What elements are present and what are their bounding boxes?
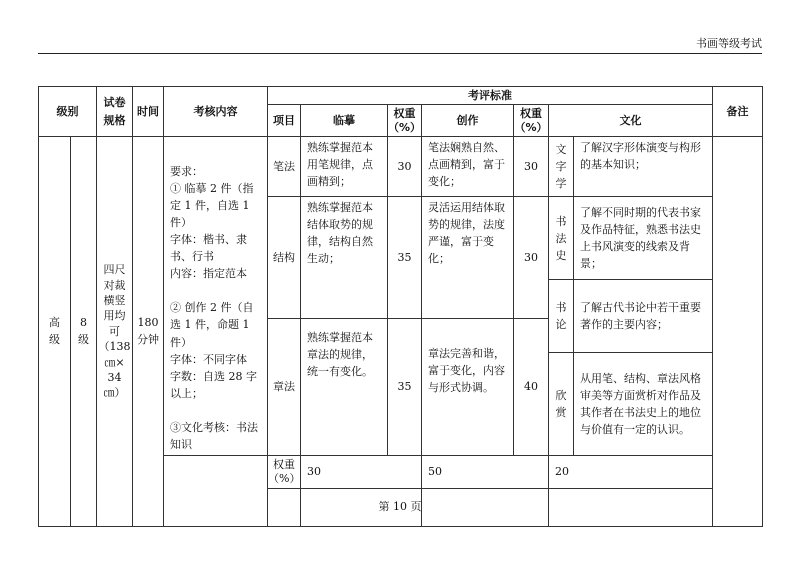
weights-create-total: 50	[422, 455, 549, 488]
culture-text: 了解不同时期的代表书家及作品特征，熟悉书法史上书风演变的线索及背景；	[574, 197, 713, 280]
culture-label: 书 法 史	[549, 197, 574, 280]
copy-criteria-text: 熟练掌握范本章法的规律，统一有变化。	[301, 318, 388, 455]
copy-criteria-text: 熟练掌握范本用笔规律，点画精到；	[301, 137, 388, 197]
item-name: 结构	[268, 197, 301, 318]
copy-weight-value: 30	[388, 137, 422, 197]
header-creation: 创作	[422, 105, 514, 137]
header-item: 项目	[268, 105, 301, 137]
weights-culture-total: 20	[549, 455, 713, 488]
document-header-title: 书画等级考试	[696, 37, 762, 50]
copy-weight-value: 35	[388, 318, 422, 455]
header-create-weight: 权重 （%）	[514, 105, 549, 137]
page-number: 第 10 页	[378, 500, 422, 513]
header-time: 时间	[133, 87, 164, 137]
culture-text: 从用笔、结构、章法风格审美等方面赏析对作品及其作者在书法史上的地位与价值有一定的认识。	[574, 352, 713, 455]
item-name: 章法	[268, 318, 301, 455]
create-criteria-text: 章法完善和谐，富于变化，内容与形式协调。	[422, 318, 514, 455]
weights-row-label: 权重 （%）	[268, 455, 301, 488]
paper-spec-cell: 四尺 对裁 横竖 用均 可 （138 ㎝× 34 ㎝）	[97, 137, 133, 527]
item-name: 笔法	[268, 137, 301, 197]
time-cell: 180 分钟	[133, 137, 164, 527]
header-paper-spec: 试卷 规格	[97, 87, 133, 137]
exam-criteria-table	[38, 86, 763, 527]
level-name-cell: 高 级	[39, 137, 71, 527]
header-remarks: 备注	[713, 87, 763, 137]
culture-label: 欣 赏	[549, 352, 574, 455]
header-rule	[38, 53, 762, 54]
content-blank-cell	[164, 455, 268, 526]
header-criteria: 考评标准	[268, 87, 713, 105]
create-criteria-text: 笔法娴熟自然、点画精到，富于变化；	[422, 137, 514, 197]
create-weight-value: 30	[514, 197, 549, 318]
level-number-cell: 8 级	[71, 137, 97, 527]
header-copying: 临摹	[301, 105, 388, 137]
culture-label: 书 论	[549, 280, 574, 352]
create-weight-value: 30	[514, 137, 549, 197]
weights-copy-total: 30	[301, 455, 422, 488]
header-copy-weight: 权重 （%）	[388, 105, 422, 137]
header-content: 考核内容	[164, 87, 268, 137]
header-level: 级别	[39, 87, 97, 137]
content-requirements-cell: 要求： ① 临摹 2 件（指定 1 件，自选 1 件） 字体：楷书、隶书、行书 内容：指定范本 ② 创作 2 件（自选 1 件，命题 1 件） 字体：不同字体 字数：自选 28 字以上； ③文化考核：书法知识	[164, 137, 268, 456]
culture-text: 了解汉字形体演变与构形的基本知识；	[574, 137, 713, 197]
remarks-cell	[713, 137, 763, 527]
create-criteria-text: 灵活运用结体取势的规律，法度严谨，富于变化；	[422, 197, 514, 318]
culture-label: 文 字 学	[549, 137, 574, 197]
create-weight-value: 40	[514, 318, 549, 455]
culture-text: 了解古代书论中若干重要著作的主要内容；	[574, 280, 713, 352]
header-culture: 文化	[549, 105, 713, 137]
copy-criteria-text: 熟练掌握范本结体取势的规律，结构自然生动；	[301, 197, 388, 318]
copy-weight-value: 35	[388, 197, 422, 318]
